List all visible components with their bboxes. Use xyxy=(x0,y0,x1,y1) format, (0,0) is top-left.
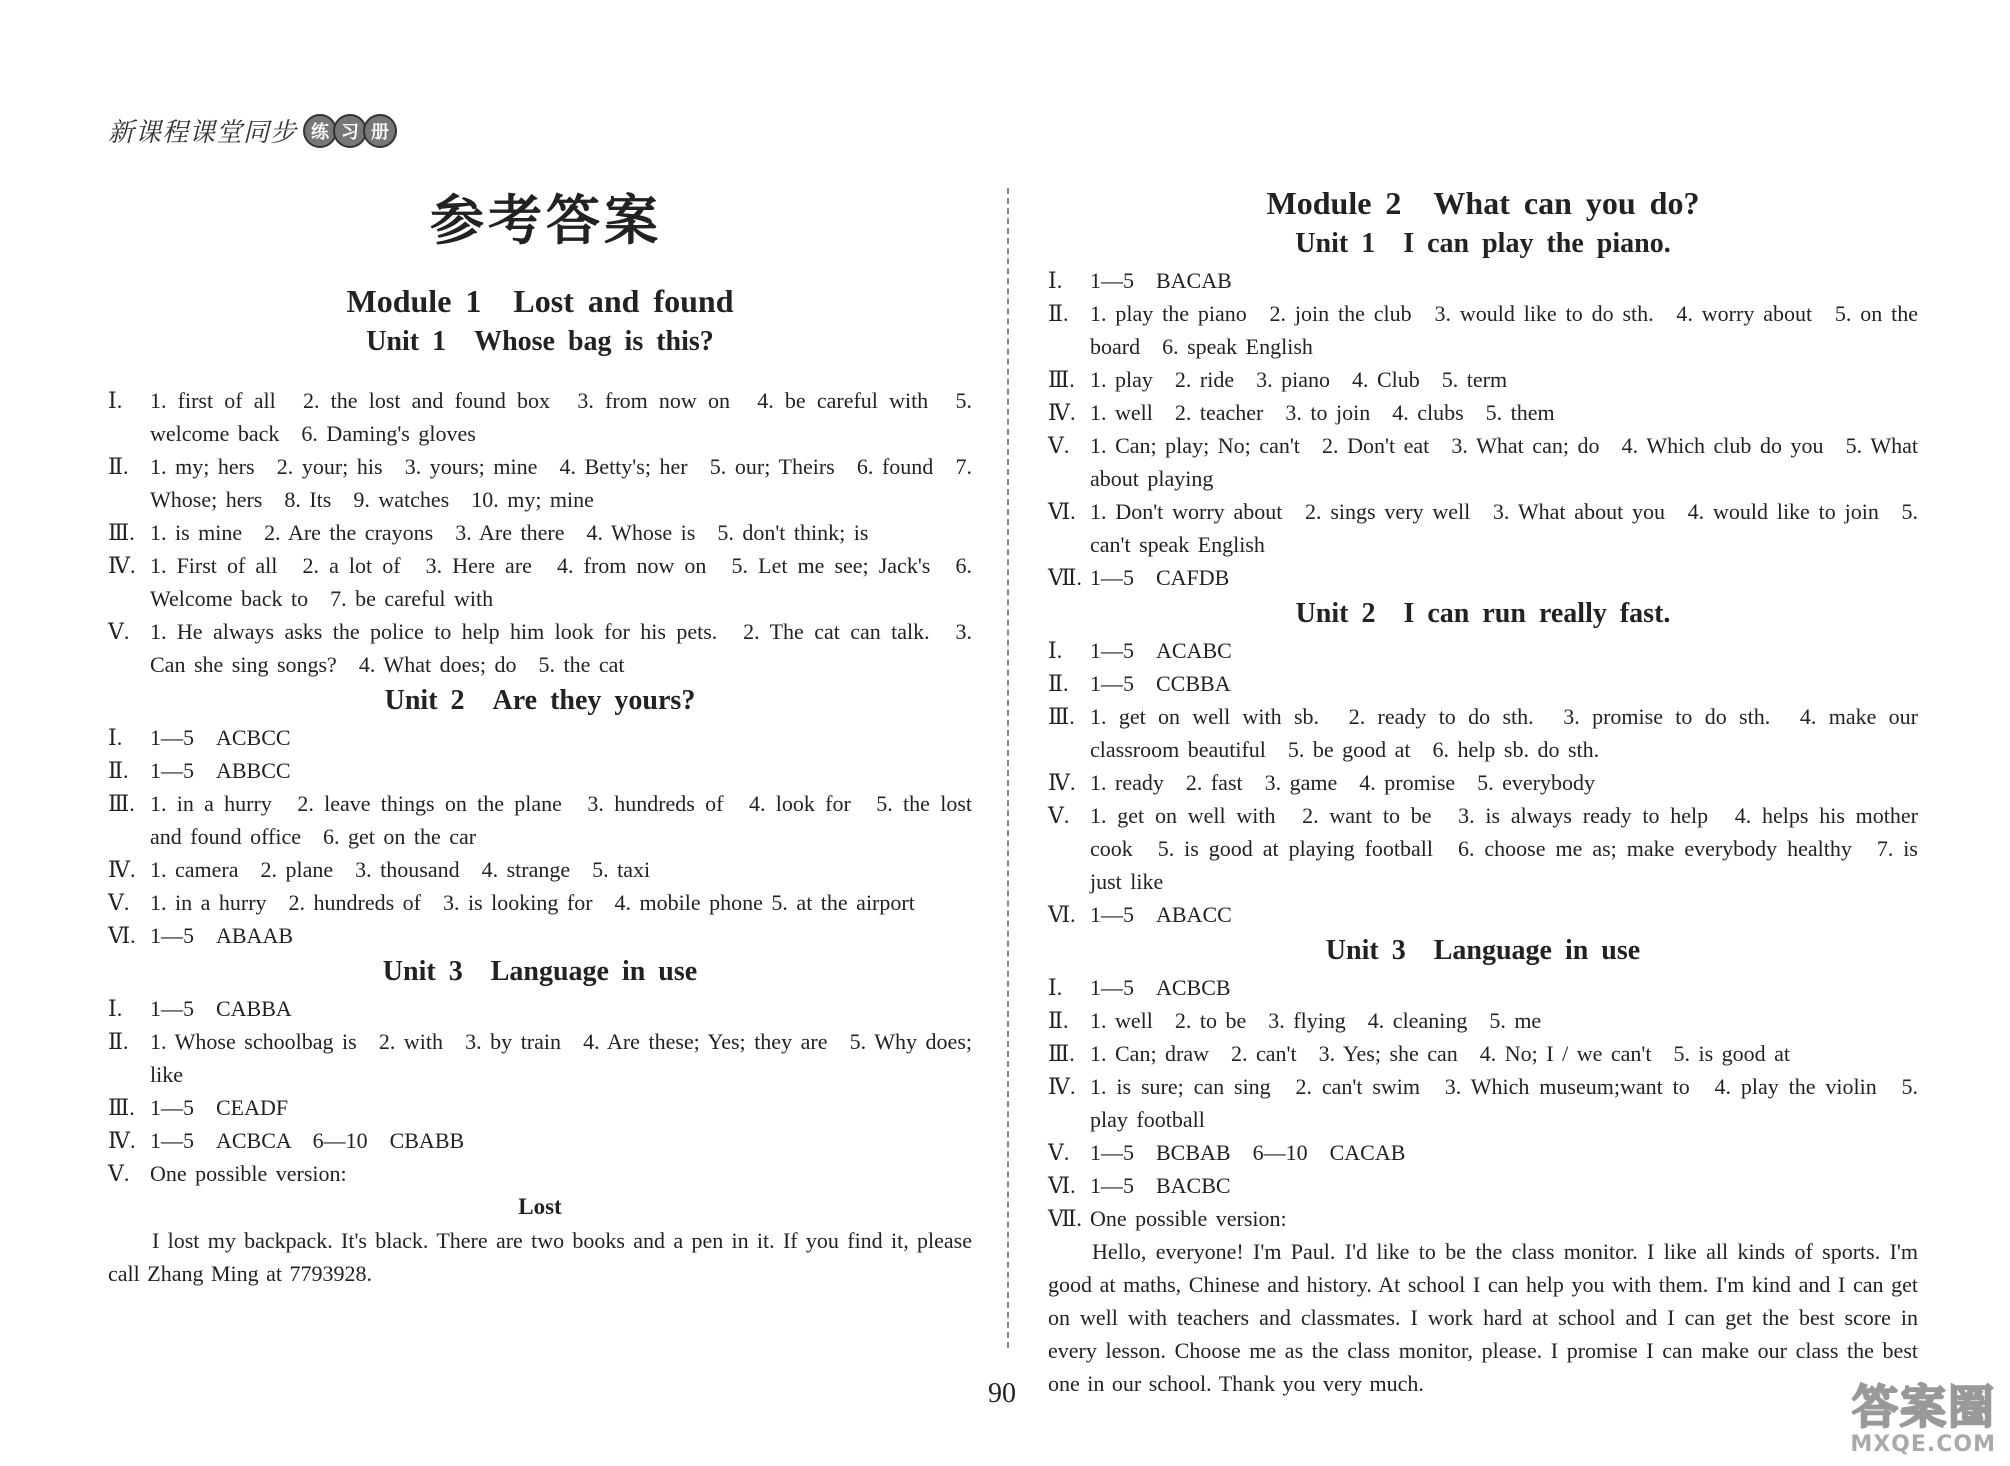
answer-item xyxy=(108,1124,972,1157)
watermark xyxy=(1826,1382,1996,1460)
page-number: 90 xyxy=(988,1378,1016,1409)
item-text: 1. Can; draw 2. can't 3. Yes; she can 4. No; I / we can't 5. is good at xyxy=(1090,1041,1791,1066)
item-number: Ⅳ. xyxy=(108,1128,136,1153)
item-text: 1—5 CEADF xyxy=(150,1095,289,1120)
item-text: 1. ready 2. fast 3. game 4. promise 5. everybody xyxy=(1090,770,1595,795)
unit-title: Unit 2 I can run really fast. xyxy=(1295,598,1671,629)
spacer xyxy=(108,362,972,384)
brand-badge: 册 xyxy=(363,114,397,148)
answer-item xyxy=(1048,396,1918,429)
column-divider xyxy=(1007,188,1009,1348)
answer-item xyxy=(108,516,972,549)
brand-badge: 习 xyxy=(333,114,367,148)
answer-item xyxy=(1048,799,1918,898)
item-number: Ⅲ. xyxy=(108,1095,135,1120)
item-number: Ⅶ. xyxy=(1048,565,1082,590)
item-text: 1. in a hurry 2. leave things on the plane 3. hundreds of 4. look for 5. the lost and found office 6. get on the car xyxy=(150,791,972,849)
answer-item xyxy=(1048,495,1918,561)
item-number: Ⅱ. xyxy=(108,758,129,783)
answer-item xyxy=(108,549,972,615)
brand-badges xyxy=(303,114,393,148)
left-column xyxy=(108,280,972,1290)
item-text: 1—5 BCBAB 6—10 CACAB xyxy=(1090,1140,1406,1165)
answer-item xyxy=(108,919,972,952)
item-number: Ⅰ. xyxy=(1048,268,1063,293)
brand-badge: 练 xyxy=(303,114,337,148)
item-text: 1. my; hers 2. your; his 3. yours; mine 4. Betty's; her 5. our; Theirs 6. found 7. Whose; hers 8. Its 9. watches 10. my; mine xyxy=(150,454,972,512)
brand-text: 新课程课堂同步 xyxy=(108,118,298,148)
answer-item xyxy=(108,721,972,754)
answer-item xyxy=(108,886,972,919)
answer-item xyxy=(108,787,972,853)
item-text: 1. is sure; can sing 2. can't swim 3. Which museum;want to 4. play the violin 5. play football xyxy=(1090,1074,1918,1132)
item-number: Ⅵ. xyxy=(108,923,136,948)
item-text: 1—5 CCBBA xyxy=(1090,671,1231,696)
item-text: 1. get on well with sb. 2. ready to do sth. 3. promise to do sth. 4. make our classroom beautiful 5. be good at 6. help sb. do sth. xyxy=(1090,704,1918,762)
item-text: 1—5 ACBCA 6—10 CBABB xyxy=(150,1128,465,1153)
item-number: Ⅳ. xyxy=(108,553,136,578)
item-text: 1. first of all 2. the lost and found box 3. from now on 4. be careful with 5. welcome back 6. Daming's gloves xyxy=(150,388,972,446)
answer-item xyxy=(1048,667,1918,700)
answer-item xyxy=(108,853,972,886)
item-number: Ⅳ. xyxy=(108,857,136,882)
item-text: 1. is mine 2. Are the crayons 3. Are there 4. Whose is 5. don't think; is xyxy=(150,520,869,545)
item-text: 1. camera 2. plane 3. thousand 4. strange 5. taxi xyxy=(150,857,651,882)
item-number: Ⅶ. xyxy=(1048,1206,1082,1231)
unit-title: Unit 2 Are they yours? xyxy=(384,685,696,716)
item-text: 1. Can; play; No; can't 2. Don't eat 3. What can; do 4. Which club do you 5. What about playing xyxy=(1090,433,1918,491)
item-number: Ⅵ. xyxy=(1048,1173,1076,1198)
item-text: 1—5 ACBCB xyxy=(1090,975,1231,1000)
answer-item xyxy=(108,1025,972,1091)
unit-title: Unit 3 Language in use xyxy=(1325,935,1641,966)
item-number: Ⅰ. xyxy=(108,388,123,413)
item-number: Ⅴ. xyxy=(108,890,130,915)
item-text: 1. well 2. teacher 3. to join 4. clubs 5. them xyxy=(1090,400,1555,425)
item-text: 1. First of all 2. a lot of 3. Here are 4. from now on 5. Let me see; Jack's 6. Welcome back to 7. be careful with xyxy=(150,553,972,611)
answer-item xyxy=(108,992,972,1025)
sample-essay: I lost my backpack. It's black. There are two books and a pen in it. If you find it, please call Zhang Ming at 7793928. xyxy=(108,1228,972,1286)
answer-item xyxy=(1048,429,1918,495)
item-text: 1. He always asks the police to help him look for his pets. 2. The cat can talk. 3. Can she sing songs? 4. What does; do 5. the cat xyxy=(150,619,972,677)
watermark-url: MXQE.COM xyxy=(1850,1432,1996,1457)
answer-item xyxy=(1048,1070,1918,1136)
item-number: Ⅰ. xyxy=(1048,638,1063,663)
item-number: Ⅲ. xyxy=(1048,1041,1075,1066)
item-text: 1—5 ABBCC xyxy=(150,758,291,783)
answer-item xyxy=(1048,700,1918,766)
right-column xyxy=(1048,182,1918,1400)
item-number: Ⅲ. xyxy=(1048,367,1075,392)
item-text: One possible version: xyxy=(150,1161,347,1186)
answer-item xyxy=(1048,297,1918,363)
item-number: Ⅲ. xyxy=(108,791,135,816)
item-text: 1—5 ACABC xyxy=(1090,638,1232,663)
essay-title: Lost xyxy=(518,1194,562,1219)
answer-item xyxy=(1048,264,1918,297)
item-text: 1—5 BACBC xyxy=(1090,1173,1231,1198)
answer-item xyxy=(108,1157,972,1190)
item-number: Ⅱ. xyxy=(1048,301,1069,326)
answer-item xyxy=(108,450,972,516)
module-title: Module 1 Lost and found xyxy=(346,283,734,319)
answer-item xyxy=(1048,1004,1918,1037)
answer-item xyxy=(1048,971,1918,1004)
answer-item xyxy=(1048,1037,1918,1070)
item-text: 1—5 ABACC xyxy=(1090,902,1232,927)
item-number: Ⅴ. xyxy=(1048,1140,1070,1165)
answer-item xyxy=(108,754,972,787)
item-text: 1. Don't worry about 2. sings very well 3. What about you 4. would like to join 5. can't speak English xyxy=(1090,499,1918,557)
item-number: Ⅱ. xyxy=(108,1029,129,1054)
item-number: Ⅳ. xyxy=(1048,1074,1076,1099)
answer-item xyxy=(1048,634,1918,667)
item-text: 1. well 2. to be 3. flying 4. cleaning 5. me xyxy=(1090,1008,1542,1033)
item-number: Ⅳ. xyxy=(1048,770,1076,795)
sample-essay: Hello, everyone! I'm Paul. I'd like to be the class monitor. I like all kinds of sports. I'm good at maths, Chinese and history. At school I can help you with them. I'm kind and I can get on well with teachers and classmates. I work hard at school and I can get the best score in every lesson. Choose me as the class monitor, please. I promise I can make our class the best one in our school. Thank you very much. xyxy=(1048,1239,1918,1396)
unit-title: Unit 1 Whose bag is this? xyxy=(366,326,714,357)
item-number: Ⅴ. xyxy=(108,619,130,644)
item-number: Ⅴ. xyxy=(1048,803,1070,828)
answer-item xyxy=(1048,1202,1918,1235)
item-number: Ⅵ. xyxy=(1048,902,1076,927)
item-number: Ⅰ. xyxy=(1048,975,1063,1000)
module-title: Module 2 What can you do? xyxy=(1266,185,1700,221)
answer-item xyxy=(1048,766,1918,799)
answer-item xyxy=(108,615,972,681)
item-text: 1—5 CAFDB xyxy=(1090,565,1230,590)
item-number: Ⅳ. xyxy=(1048,400,1076,425)
page-title: 参考答案 xyxy=(430,189,662,252)
item-number: Ⅱ. xyxy=(1048,1008,1069,1033)
item-number: Ⅱ. xyxy=(108,454,129,479)
item-text: 1—5 ACBCC xyxy=(150,725,291,750)
answer-item xyxy=(1048,561,1918,594)
item-number: Ⅲ. xyxy=(1048,704,1075,729)
answer-item xyxy=(1048,1136,1918,1169)
unit-title: Unit 3 Language in use xyxy=(382,956,698,987)
item-number: Ⅲ. xyxy=(108,520,135,545)
item-text: 1. play 2. ride 3. piano 4. Club 5. term xyxy=(1090,367,1508,392)
item-text: 1. Whose schoolbag is 2. with 3. by train 4. Are these; Yes; they are 5. Why does; like xyxy=(150,1029,972,1087)
series-brand xyxy=(108,112,393,149)
watermark-logo: 答案圈 xyxy=(1852,1380,1996,1434)
unit-title: Unit 1 I can play the piano. xyxy=(1295,228,1671,259)
item-number: Ⅰ. xyxy=(108,996,123,1021)
item-text: 1—5 CABBA xyxy=(150,996,292,1021)
item-number: Ⅰ. xyxy=(108,725,123,750)
item-number: Ⅴ. xyxy=(108,1161,130,1186)
answer-item xyxy=(108,1091,972,1124)
answer-item xyxy=(1048,898,1918,931)
item-text: 1. get on well with 2. want to be 3. is always ready to help 4. helps his mother cook 5. is good at playing football 6. choose me as; make everybody healthy 7. is just like xyxy=(1090,803,1918,894)
item-text: 1. play the piano 2. join the club 3. would like to do sth. 4. worry about 5. on the board 6. speak English xyxy=(1090,301,1918,359)
item-number: Ⅴ. xyxy=(1048,433,1070,458)
item-text: 1. in a hurry 2. hundreds of 3. is looking for 4. mobile phone 5. at the airport xyxy=(150,890,915,915)
answer-item xyxy=(1048,363,1918,396)
item-text: One possible version: xyxy=(1090,1206,1287,1231)
item-number: Ⅵ. xyxy=(1048,499,1076,524)
answer-item xyxy=(108,384,972,450)
item-number: Ⅱ. xyxy=(1048,671,1069,696)
item-text: 1—5 ABAAB xyxy=(150,923,294,948)
answer-item xyxy=(1048,1169,1918,1202)
item-text: 1—5 BACAB xyxy=(1090,268,1232,293)
